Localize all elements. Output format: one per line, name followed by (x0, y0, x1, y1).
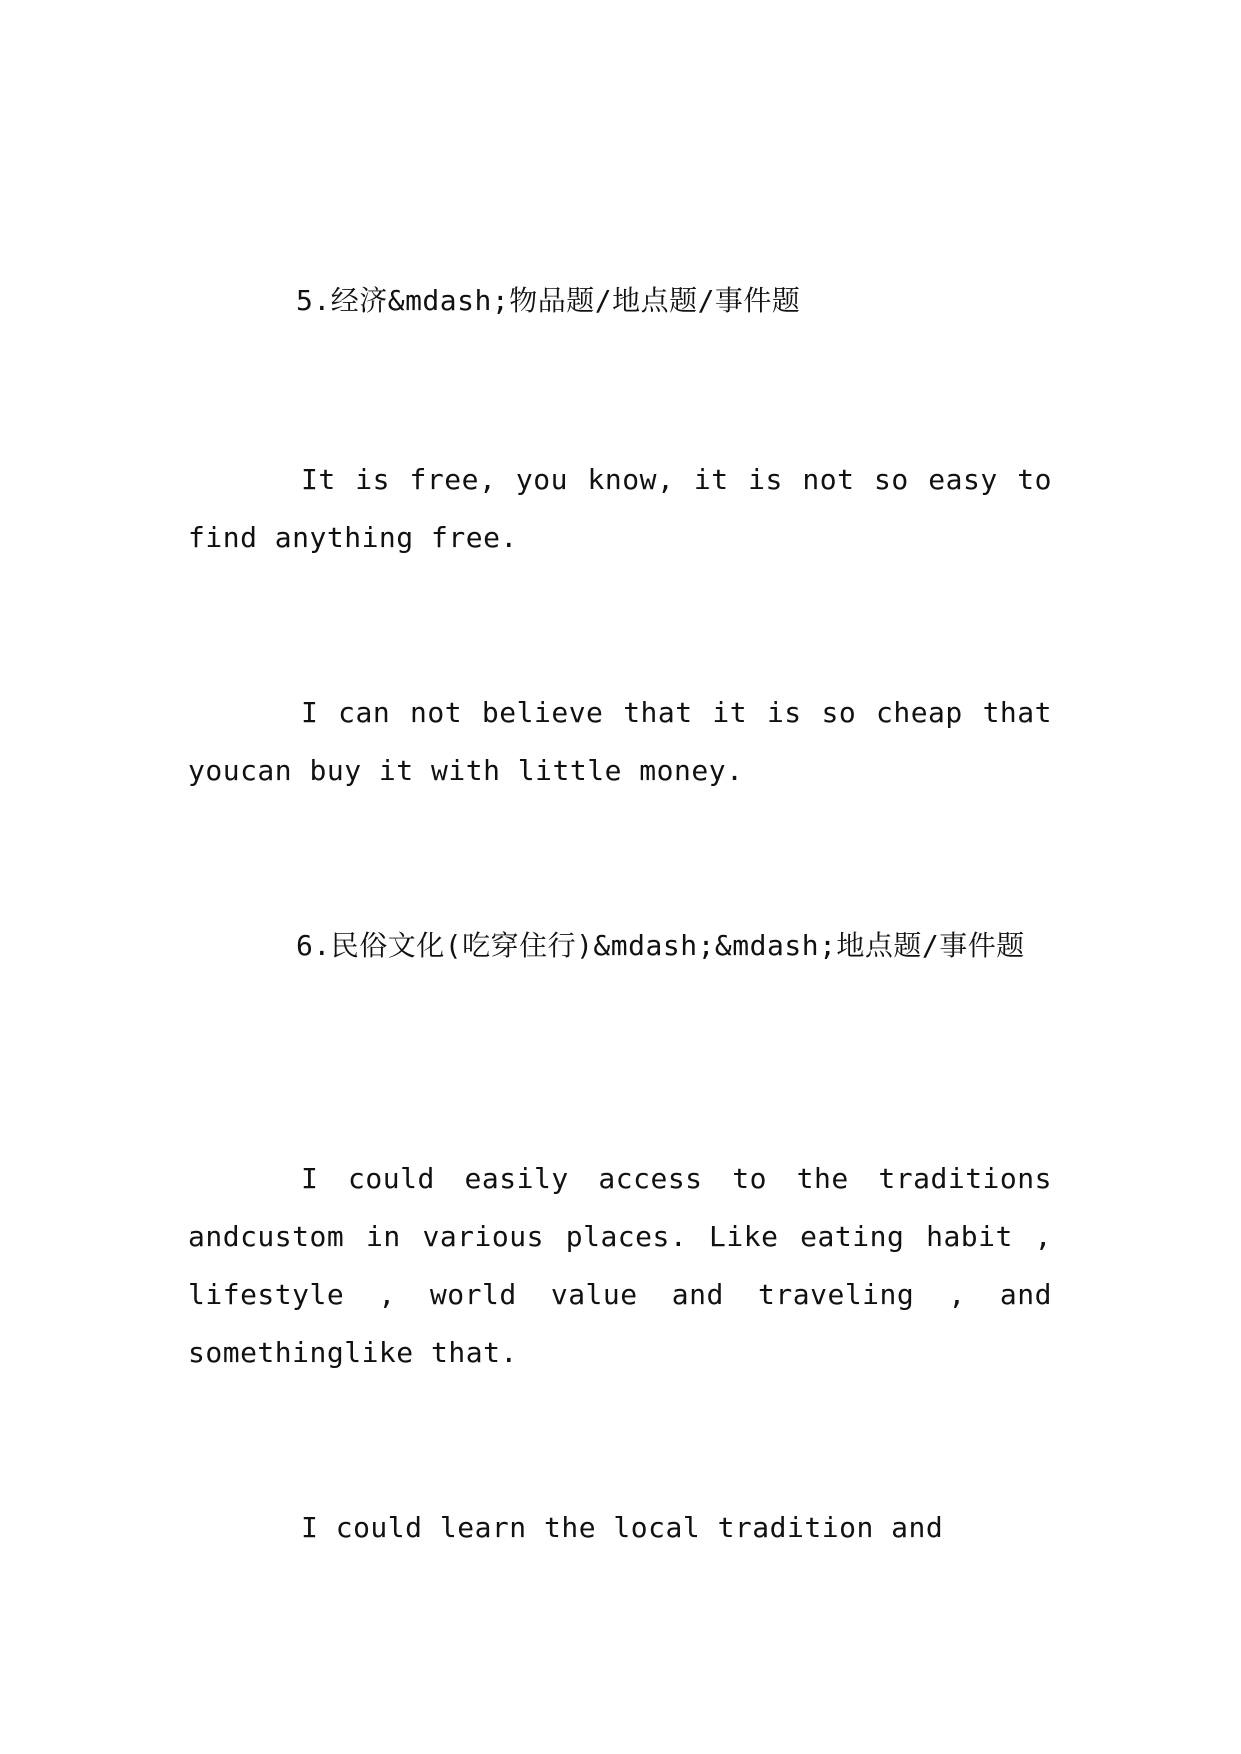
paragraph-cheap: I can not believe that it is so cheap that youcan buy it with little money. (188, 696, 1052, 787)
heading-economy: 5.经济&mdash;物品题/地点题/事件题 (296, 284, 801, 317)
paragraph-learn: I could learn the local tradition and (301, 1511, 944, 1544)
paragraph-traditions: I could easily access to the traditions andcustom in various places. Like eating habit , lifestyle , world value and traveling , and somethinglike that. (188, 1162, 1052, 1369)
heading-folk-culture: 6.民俗文化(吃穿住行)&mdash;&mdash;地点题/事件题 (296, 929, 1025, 962)
paragraph-free: It is free, you know, it is not so easy to find anything free. (188, 463, 1052, 554)
